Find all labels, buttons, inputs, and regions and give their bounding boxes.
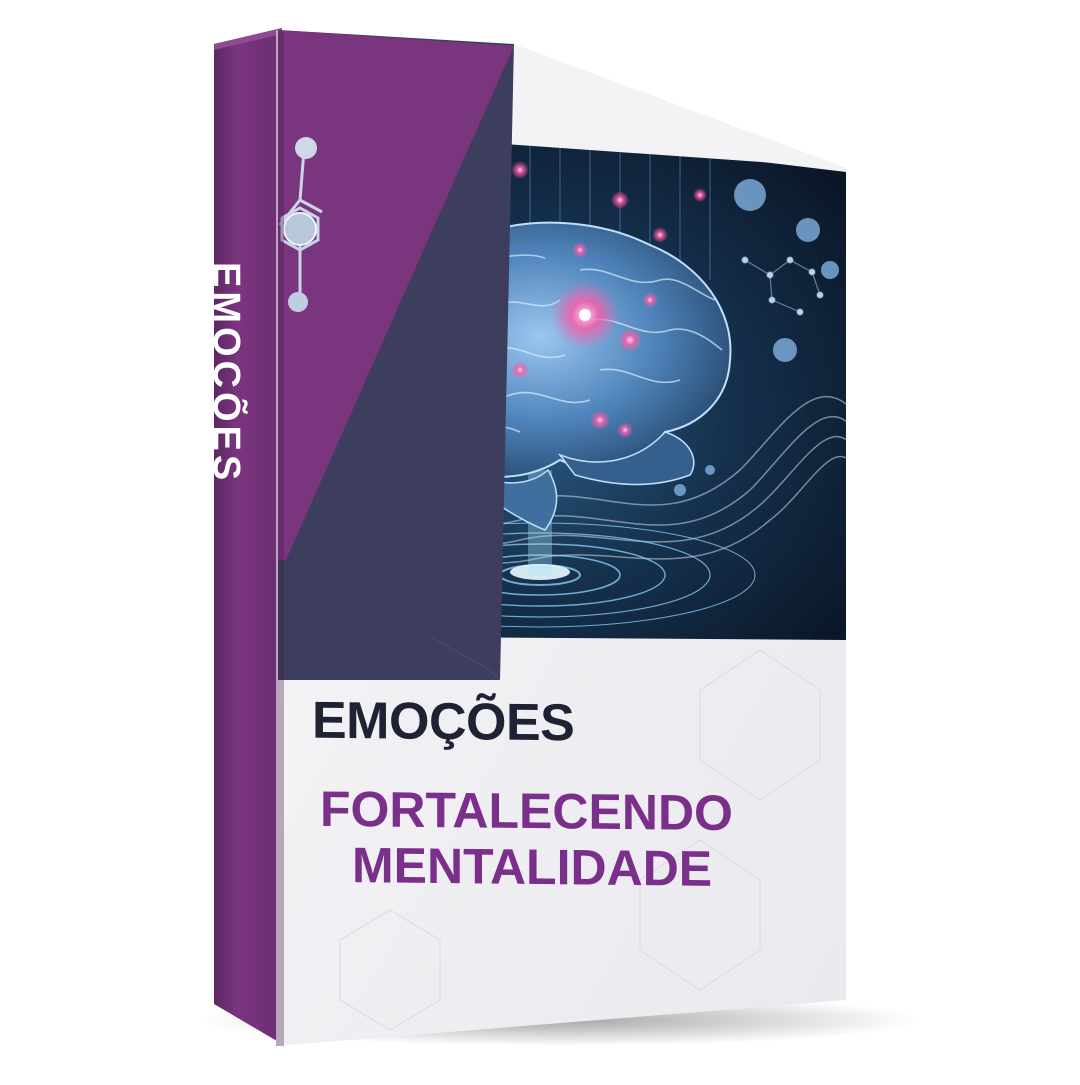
cover-title: EMOÇÕES: [312, 691, 575, 753]
cover-subtitle-line-1: FORTALECENDO: [320, 780, 733, 842]
spine-title: EMOÇÕES: [205, 262, 247, 485]
cover-subtitle-line-2: MENTALIDADE: [352, 837, 713, 897]
